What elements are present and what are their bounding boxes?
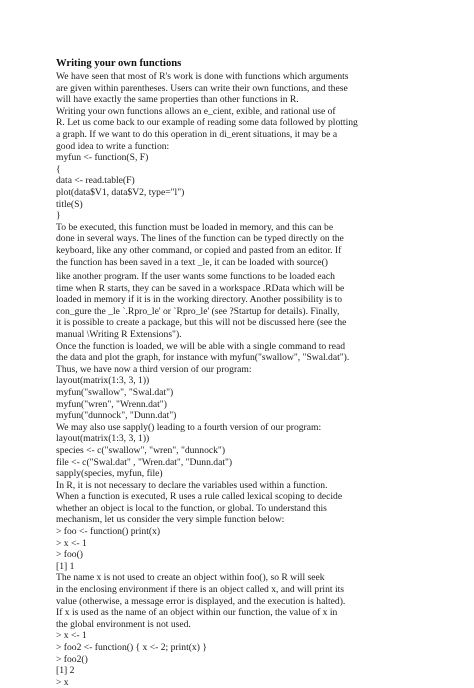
section-heading: Writing your own functions <box>56 58 182 69</box>
text-line: [1] 2 <box>56 665 75 677</box>
text-line: layout(matrix(1:3, 3, 1)) <box>56 375 150 387</box>
text-line: > foo2() <box>56 653 88 665</box>
text-line: it is possible to create a package, but this will not be discussed here (see the <box>56 317 347 329</box>
text-line: keyboard, like any other command, or copied and pasted from an editor. If <box>56 244 342 256</box>
text-line: manual \Writing R Extensions"). <box>56 328 182 340</box>
text-line: { <box>56 163 61 175</box>
text-line: data <- read.table(F) <box>56 175 135 187</box>
text-line: the function has been saved in a text _le, it can be loaded with source() <box>56 256 328 268</box>
text-line: myfun("swallow", "Swal.dat") <box>56 386 174 398</box>
text-line: > foo <- function() print(x) <box>56 526 161 538</box>
text-line: We have seen that most of R's work is done with functions which arguments <box>56 71 349 82</box>
text-line: Once the function is loaded, we will be able with a single command to read <box>56 340 346 352</box>
text-line: like another program. If the user wants some functions to be loaded each <box>56 271 335 282</box>
text-line: good idea to write a function: <box>56 140 170 152</box>
text-line: loaded in memory if it is in the working directory. Another possibility is to <box>56 294 343 306</box>
text-line: If x is used as the name of an object within our function, the value of x in <box>56 607 338 619</box>
text-line: sapply(species, myfun, file) <box>56 468 163 480</box>
text-line: con_gure the _le `.Rpro_le' or `Rpro_le' (see ?Startup for details). Finally, <box>56 305 340 317</box>
text-line: To be executed, this function must be loaded in memory, and this can be <box>56 221 334 233</box>
text-line: > x <- 1 <box>56 630 87 642</box>
text-line: in the enclosing environment if there is an object called x, and will print its <box>56 584 345 596</box>
text-line: the global environment is not used. <box>56 618 191 630</box>
text-line: are given within parentheses. Users can write their own functions, and these <box>56 82 348 94</box>
text-line: the data and plot the graph, for instance with myfun("swallow", "Swal.dat"). <box>56 352 350 364</box>
text-line: mechanism, let us consider the very simple function below: <box>56 514 285 526</box>
text-line: value (otherwise, a message error is displayed, and the execution is halted). <box>56 595 346 607</box>
text-line: species <- c("swallow", "wren", "dunnock") <box>56 444 226 456</box>
text-line: When a function is executed, R uses a rule called lexical scoping to decide <box>56 491 343 503</box>
text-line: myfun("wren", "Wrenn.dat") <box>56 398 167 410</box>
text-line: > x <box>56 676 69 688</box>
text-line: will have exactly the same properties than other functions in R. <box>56 94 299 106</box>
text-line: layout(matrix(1:3, 3, 1)) <box>56 433 150 445</box>
text-line: } <box>56 210 61 222</box>
text-line: Writing your own functions allows an e_cient, exible, and rational use of <box>56 105 336 117</box>
text-line: myfun("dunnock", "Dunn.dat") <box>56 410 177 422</box>
text-block-1 <box>56 71 448 268</box>
text-line: > x <- 1 <box>56 537 87 549</box>
text-line: In R, it is not necessary to declare the variables used within a function. <box>56 479 328 491</box>
text-line: We may also use sapply() leading to a fourth version of our program: <box>56 421 322 433</box>
text-line: title(S) <box>56 198 83 210</box>
text-line: > foo2 <- function() { x <- 2; print(x) } <box>56 642 207 653</box>
text-block-2 <box>56 271 448 688</box>
text-line: a graph. If we want to do this operation in di_erent situations, it may be a <box>56 128 338 140</box>
text-line: file <- c("Swal.dat" , "Wren.dat", "Dunn.dat") <box>56 456 233 468</box>
text-line: plot(data$V1, data$V2, type="l") <box>56 186 185 198</box>
text-line: R. Let us come back to our example of reading some data followed by plotting <box>56 117 358 129</box>
text-line: Thus, we have now a third version of our program: <box>56 363 252 375</box>
text-line: [1] 1 <box>56 560 75 572</box>
text-line: myfun <- function(S, F) <box>56 152 149 164</box>
text-line: time when R starts, they can be saved in a workspace .RData which will be <box>56 282 345 294</box>
text-line: > foo() <box>56 549 83 561</box>
text-line: done in several ways. The lines of the function can be typed directly on the <box>56 233 344 245</box>
text-line: whether an object is local to the function, or global. To understand this <box>56 502 327 514</box>
text-line: The name x is not used to create an object within foo(), so R will seek <box>56 572 325 584</box>
